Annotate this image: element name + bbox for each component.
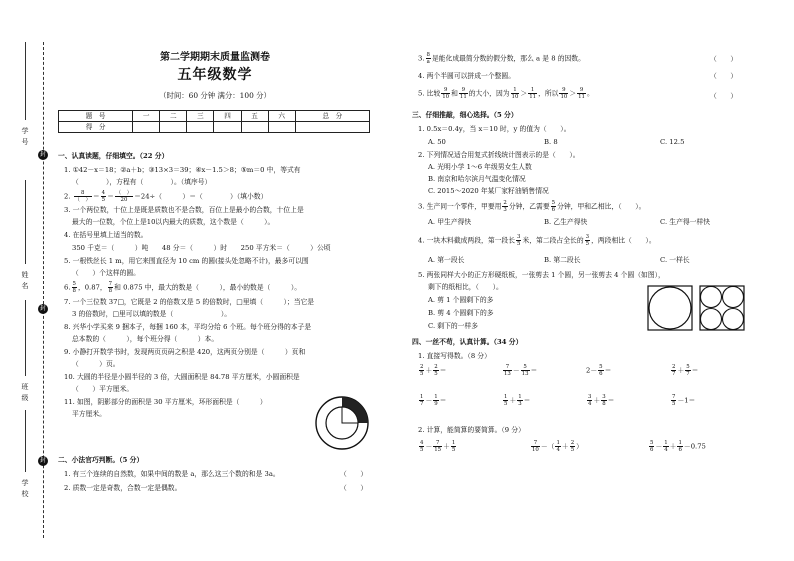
score-input[interactable]	[187, 122, 214, 133]
judge-q4: 4. 两个半圆可以拼成一个整圆。	[418, 72, 516, 80]
choice-q4-option-c[interactable]: C. 一样长	[660, 256, 690, 264]
choice-q3-option-a[interactable]: A. 甲生产得快	[428, 218, 472, 226]
ring-diagram	[312, 392, 372, 454]
score-cell: 得 分	[59, 122, 133, 133]
score-cell: 一	[133, 111, 160, 122]
q5-line-b: （ ）个这样的圆。	[72, 269, 140, 277]
fraction: $\frac{1}{5}$	[504, 394, 508, 407]
score-cell: 二	[160, 111, 187, 122]
q11-line-b: 平方厘米。	[72, 410, 106, 418]
score-cell: 题 号	[59, 111, 133, 122]
q10-line-a: 10. 大圆的半径是小圆半径的 3 倍，大圆面积是 84.78 平方厘米，小圆面积是	[64, 373, 300, 381]
name-blank[interactable]	[25, 180, 26, 264]
fraction: $\frac{2}{5}$	[420, 364, 424, 377]
score-cell: 五	[241, 111, 268, 122]
direct-calc-item[interactable]: $\frac{7}{5}$ －1＝	[672, 394, 696, 407]
binding-hole-1: 封	[39, 151, 46, 158]
q7-line-a: 7. 一个三位数 37□，它既是 2 的倍数又是 5 的倍数时，□里填（ ）；当它是	[64, 298, 315, 306]
direct-calc-item[interactable]: $\frac{7}{13}$ － $\frac{5}{13}$ ＝	[504, 364, 538, 377]
q4-blanks: 350 千克＝（ ）吨 48 分＝（ ）时 250 平方米＝（ ）公顷	[72, 244, 331, 252]
calc-sub-1-title: 1. 直接写得数。（8 分）	[418, 352, 491, 360]
fraction: $\frac{1}{7}$	[420, 394, 424, 407]
fraction: $\frac{2}{7}$	[672, 364, 676, 377]
choice-q4-option-a[interactable]: A. 第一段长	[428, 256, 465, 264]
judge-q4-answer[interactable]: （ ）	[710, 72, 738, 80]
choice-q5-option-b[interactable]: B. 剪 4 个圆剩下的多	[428, 309, 494, 317]
score-input[interactable]	[133, 122, 160, 133]
choice-q3-option-c[interactable]: C. 生产得一样快	[660, 218, 711, 226]
fraction: $\frac{4}{5}$	[420, 440, 424, 453]
fraction: $\frac{1}{6}$	[678, 440, 682, 453]
fraction: $\frac{5}{6}$	[599, 364, 603, 377]
fraction: $\frac{7}{15}$	[434, 440, 442, 453]
fraction: $\frac{7}{10}$	[532, 440, 539, 453]
q9-line-b: （ ）页。	[72, 360, 120, 368]
q7-line-b: 3 的倍数时，□里可以填的数是（ ）。	[72, 310, 232, 318]
q2-number: 2.	[64, 192, 71, 201]
direct-calc-item[interactable]: $\frac{1}{5}$ ＋ $\frac{1}{3}$ ＝	[504, 394, 531, 407]
q1-line-a: 1. ①42－x＝18；②a＋b；③13×3＝39；④x－1.5＞8；⑤m＝0 中，等式有	[64, 166, 301, 174]
choice-q1-option-a[interactable]: A. 50	[428, 138, 446, 146]
judge-q3-answer[interactable]: （ ）	[710, 55, 738, 63]
fraction: $\frac{( )}{20}$	[115, 190, 133, 203]
choice-q3: 3. 生产同一个零件，甲要用 $\frac{2}{3}$ 分钟，乙需要 $\frac{5}{6}$ 分钟，甲和乙相比，（ ）。	[418, 200, 646, 213]
calc-sub-2-title: 2. 计算，能简算的要简算。（9 分）	[418, 426, 525, 434]
choice-q5-line-b: 剩下的纸相比，（ ）。	[428, 283, 503, 291]
school-blank[interactable]	[25, 410, 26, 472]
q1-line-b: （ ），方程有（ ）。（填序号）	[72, 178, 212, 186]
q9-line-a: 9. 小静打开数学书时，发现两页页码之积是 420，这两页分别是（ ）页和	[64, 348, 306, 356]
fraction: $\frac{5}{8}$	[72, 281, 76, 294]
simplify-calc-item[interactable]: $\frac{7}{10}$ －（ $\frac{1}{4}$ ＋ $\frac{2}{5}$ ）	[532, 440, 583, 453]
q10-line-b: （ ）平方厘米。	[72, 385, 134, 393]
judge-q3: 3. $\frac{8}{a}$ 是能化成最简分数的假分数，那么 a 是 8 的因数。	[418, 52, 585, 65]
fraction: $\frac{4}{5}$	[101, 190, 106, 203]
judge-q1-answer[interactable]: （ ）	[340, 470, 368, 478]
choice-q5-line-a: 5. 两张同样大小的正方形硬纸板，一张剪去 1 个圆，另一张剪去 4 个圆（如图），	[418, 271, 665, 279]
choice-q2-option-a[interactable]: A. 光明小学 1～6 年级男女生人数	[428, 163, 532, 171]
q6-line: 6. $\frac{5}{8}$ ，0.87， $\frac{7}{8}$ 和 0.875 中，最大的数是（ ），最小的数是（ ）。	[64, 281, 302, 294]
choice-q5-option-a[interactable]: A. 剪 1 个圆剩下的多	[428, 296, 494, 304]
fraction: $\frac{3}{8}$	[602, 394, 606, 407]
score-cell: 六	[268, 111, 295, 122]
simplify-calc-item[interactable]: $\frac{4}{5}$ － $\frac{7}{15}$ ＋ $\frac{1}{5}$	[420, 440, 456, 453]
fraction: $\frac{7}{5}$	[672, 394, 676, 407]
fraction: $\frac{2}{5}$	[570, 440, 575, 453]
fraction: $\frac{2}{5}$	[434, 364, 438, 377]
score-cell: 四	[214, 111, 241, 122]
choice-q1: 1. 0.5x＝0.4y，当 x＝10 时，y 的值为（ ）。	[418, 125, 571, 133]
judge-q2: 2. 质数一定是奇数，合数一定是偶数。	[64, 484, 182, 492]
choice-q2-option-c[interactable]: C. 2015～2020 年某厂家籽油销售情况	[428, 187, 549, 195]
score-header-row	[59, 111, 370, 122]
fraction: $\frac{8}{a}$	[426, 52, 430, 65]
binding-label-school: 学校	[21, 479, 29, 499]
fraction: $\frac{9}{11}$	[578, 87, 585, 100]
q8-line-a: 8. 兴华小学买来 9 捆本子，每捆 160 本，平均分给 6 个班。每个班分得的本子是	[64, 323, 312, 331]
fraction: $\frac{5}{7}$	[686, 364, 690, 377]
choice-q1-option-b[interactable]: B. 8	[544, 138, 558, 146]
fraction: $\frac{9}{11}$	[459, 87, 467, 100]
direct-calc-item[interactable]: $\frac{2}{5}$ ＋ $\frac{2}{5}$ ＝	[420, 364, 447, 377]
fraction: $\frac{1}{3}$	[518, 394, 522, 407]
fraction: $\frac{1}{4}$	[556, 440, 560, 453]
fraction: $\frac{5}{6}$	[650, 440, 654, 453]
square-circles-diagram	[646, 284, 746, 334]
fraction: $\frac{3}{4}$	[588, 394, 592, 407]
fraction: $\frac{8}{( )}$	[74, 190, 91, 203]
score-input[interactable]	[214, 122, 241, 133]
binding-label-name: 姓名	[21, 271, 29, 291]
class-blank[interactable]	[25, 300, 26, 376]
fraction: $\frac{1}{10}$	[511, 87, 519, 100]
score-value-row	[59, 122, 370, 133]
fraction: $\frac{1}{4}$	[664, 440, 668, 453]
choice-q2: 2. 下列情况适合用复式折线统计图表示的是（ ）。	[418, 151, 580, 159]
judge-q2-answer[interactable]: （ ）	[340, 484, 368, 492]
section-4-title: 四、一丝不苟，认真计算。（34 分）	[412, 338, 523, 346]
q5-line-a: 5. 一根铁丝长 1 m，用它来围直径为 10 cm 的圆(接头处忽略不计)，最多可以围	[64, 257, 309, 265]
choice-q3-option-b[interactable]: B. 乙生产得快	[544, 218, 588, 226]
binding-hole-3: 封	[39, 457, 46, 464]
direct-calc-item[interactable]: $\frac{2}{7}$ ＋ $\frac{5}{7}$ ＝	[672, 364, 699, 377]
fraction: $\frac{2}{3}$	[503, 200, 507, 213]
direct-calc-item[interactable]: $\frac{3}{4}$ ＋ $\frac{3}{8}$ ＝	[588, 394, 615, 407]
section-3-title: 三、仔细推敲，细心选择。（5 分）	[412, 111, 518, 119]
section-1-title: 一、认真读题，仔细填空。（22 分）	[58, 152, 169, 160]
fraction: $\frac{7}{13}$	[504, 364, 511, 377]
q2-line: 2. $\frac{8}{( )}$ ＝ $\frac{4}{5}$ ＝ $\frac{( )}{20}$ ＝24÷（ ）＝（ ）（填小数）	[64, 190, 268, 203]
choice-q5-option-c[interactable]: C. 剩下的一样多	[428, 322, 479, 330]
score-input[interactable]	[268, 122, 295, 133]
q11-line-a: 11. 如图，阴影部分的面积是 30 平方厘米，环形面积是（ ）	[64, 398, 267, 406]
judge-q5-answer[interactable]: （ ）	[710, 92, 738, 100]
choice-q2-option-b[interactable]: B. 南京和哈尔滨月气温变化情况	[428, 175, 526, 183]
q4-line: 4. 在括号里填上适当的数。	[64, 231, 148, 239]
fraction: $\frac{1}{9}$	[434, 394, 438, 407]
direct-calc-item[interactable]: $\frac{1}{7}$ － $\frac{1}{9}$ ＝	[420, 394, 447, 407]
binding-margin	[0, 0, 56, 561]
choice-q4: 4. 一块木料截成两段，第一段长 $\frac{3}{5}$ 米，第二段占全长的 $\frac{3}{5}$ ，两段相比（ ）。	[418, 234, 656, 247]
fraction: $\frac{9}{10}$	[442, 87, 450, 100]
fraction: $\frac{3}{5}$	[517, 234, 521, 247]
score-input[interactable]	[241, 122, 268, 133]
fraction: $\frac{1}{11}$	[529, 87, 537, 100]
binding-hole-2: 封	[39, 305, 46, 312]
score-cell: 总 分	[295, 111, 369, 122]
q3-line-a: 3. 一个两位数，十位上是既是质数也不是合数，百位上是最小的合数，十位上是	[64, 206, 304, 214]
fraction: $\frac{5}{13}$	[521, 364, 529, 377]
binding-label-class: 班级	[21, 383, 29, 403]
simplify-calc-item[interactable]: $\frac{5}{6}$ － $\frac{1}{4}$ ＋ $\frac{1}{6}$ －0.75	[650, 440, 706, 453]
judge-q5: 5. 比较 $\frac{9}{10}$ 和 $\frac{9}{11}$ 的大小，因为 $\frac{1}{10}$ ＞ $\frac{1}{11}$ ，所以 $\frac{9}{10}$ ＞ $\frac{9}{11}$ 。	[418, 87, 594, 100]
fraction: $\frac{1}{5}$	[451, 440, 456, 453]
fraction: $\frac{7}{8}$	[108, 281, 113, 294]
fraction: $\frac{3}{5}$	[585, 234, 590, 247]
fraction: $\frac{9}{10}$	[560, 87, 568, 100]
score-input[interactable]	[160, 122, 187, 133]
judge-q1: 1. 有三个连续的自然数，如果中间的数是 a，那么这三个数的和是 3a。	[64, 470, 280, 478]
score-table	[58, 110, 370, 133]
exam-subject: 五年级数学	[177, 67, 253, 83]
binding-label-student-id: 学号	[21, 127, 29, 147]
exam-title: 第二学期期末质量监测卷	[160, 52, 270, 63]
q8-line-b: 总本数的（ ），每个班分得（ ）本。	[72, 335, 219, 343]
choice-q1-option-c[interactable]: C. 12.5	[660, 138, 685, 146]
fraction: $\frac{5}{6}$	[551, 200, 556, 213]
q3-line-b: 最大的一位数，个位上是10以内最大的质数，这个数是（ ）。	[72, 218, 275, 226]
student-id-blank[interactable]	[25, 42, 26, 120]
direct-calc-item[interactable]: 2－ $\frac{5}{6}$ ＝	[586, 364, 612, 377]
choice-q4-option-b[interactable]: B. 第二段长	[544, 256, 581, 264]
section-2-title: 二、小法官巧判断。（5 分）	[58, 456, 144, 464]
score-cell: 三	[187, 111, 214, 122]
score-input[interactable]	[295, 122, 369, 133]
exam-meta: （时间：60 分钟 满分：100 分）	[159, 91, 271, 100]
